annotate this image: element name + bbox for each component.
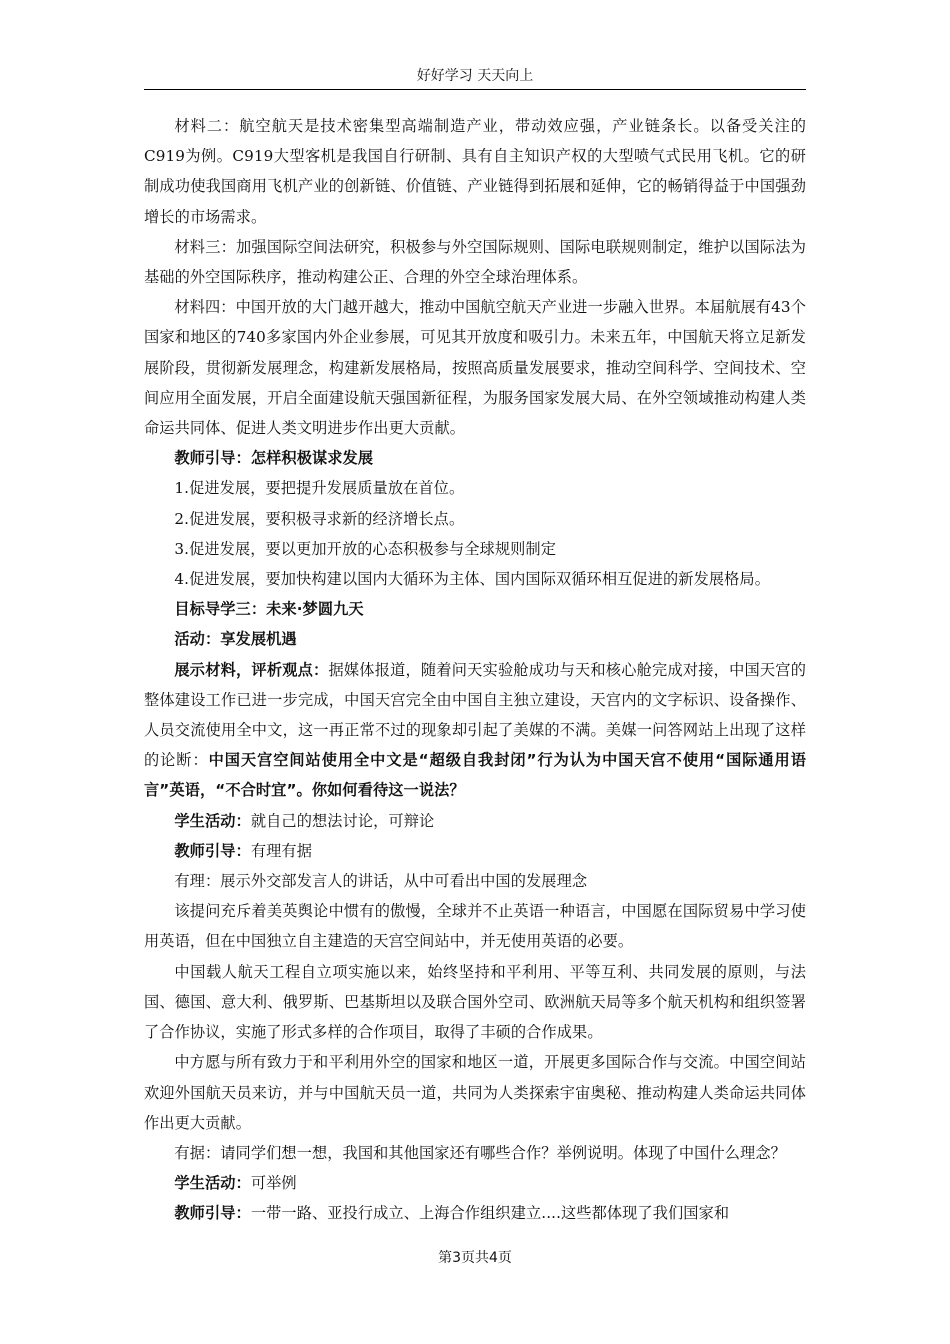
evidence-paragraph: 有据：请同学们想一想，我国和其他国家还有哪些合作？举例说明。体现了中国什么理念？ xyxy=(174,1143,786,1162)
material-four-paragraph: 材料四：中国开放的大门越开越大，推动中国航空航天产业进一步融入世界。本届航展有43个国家和地区的740多家国内外企业参展，可见其开放度和吸引力。未来五年，中国航天将立足新发展阶段，贯彻新发展理念，构建新发展格局，按照高质量发展要求，推动空间科学、空间技术、空间应用全面发展，开启全面建设航天强国新征程，为服务国家发展大局、在外空领域推动构建人类命运共同体、促进人类文明进步作出更大贡献。 xyxy=(144,298,806,438)
teacher-guide-text-2: 一带一路、亚投行成立、上海合作组织建立....这些都体现了我们国家和 xyxy=(250,1204,730,1223)
student-activity-paragraph xyxy=(144,806,806,836)
teacher-guide-label: 教师引导： xyxy=(174,841,251,860)
teacher-guide-label-2: 教师引导： xyxy=(174,1204,251,1223)
teacher-guide-paragraph-2 xyxy=(144,1198,806,1228)
page-header: 好好学习 天天向上 xyxy=(416,68,534,84)
student-activity-label: 学生活动： xyxy=(174,811,251,830)
student-activity-label-2: 学生活动： xyxy=(174,1174,251,1193)
willingness-paragraph: 中方愿与所有致力于和平利用外空的国家和地区一道，开展更多国际合作与交流。中国空间站欢迎外国航天员来访，并与中国航天员一道，共同为人类探索宇宙奥秘、推动构建人类命运共同体作出更大贡献。 xyxy=(144,1053,806,1132)
page-footer: 第3页共4页 xyxy=(438,1250,512,1266)
student-activity-text: 就自己的想法讨论，可辩论 xyxy=(250,811,435,830)
activity-heading: 活动：享发展机遇 xyxy=(174,630,297,649)
list-item-3: 3.促进发展，要以更加开放的心态积极参与全球规则制定 xyxy=(174,539,556,558)
show-material-label: 展示材料，评析观点： xyxy=(174,660,329,679)
show-material-quote: 中国天宫空间站使用全中文是“超级自我封闭”行为认为中国天宫不使用“国际通用语言”英语，“不合时宜”。你如何看待这一说法？ xyxy=(144,751,806,800)
header-rule xyxy=(144,89,806,90)
reason-paragraph: 有理：展示外交部发言人的讲话，从中可看出中国的发展理念 xyxy=(174,872,588,891)
list-item-1: 1.促进发展，要把提升发展质量放在首位。 xyxy=(174,479,465,498)
list-item-2: 2.促进发展，要积极寻求新的经济增长点。 xyxy=(174,509,465,528)
material-three-paragraph: 材料三：加强国际空间法研究，积极参与外空国际规则、国际电联规则制定，维护以国际法为基础的外空国际秩序，推动构建公正、合理的外空全球治理体系。 xyxy=(144,237,806,287)
cooperation-paragraph: 中国载人航天工程自立项实施以来，始终坚持和平利用、平等互利、共同发展的原则，与法国、德国、意大利、俄罗斯、巴基斯坦以及联合国外空司、欧洲航天局等多个航天机构和组织签署了合作协议，实施了形式多样的合作项目，取得了丰硕的合作成果。 xyxy=(144,962,806,1042)
show-material-text: 据媒体报道，随着问天实验舱成功与天和核心舱完成对接，中国天宫的整体建设工作已进一步完成，中国天宫完全由中国自主独立建设，天宫内的文字标识、设备操作、人员交流使用全中文，这一再正常不过的现象却引起了美媒的不满。美媒一问答网站上出现了这样的论断： xyxy=(144,660,806,770)
goal-three-heading: 目标导学三：未来·梦圆九天 xyxy=(174,600,364,619)
arrogance-paragraph: 该提问充斥着美英舆论中惯有的傲慢，全球并不止英语一种语言，中国愿在国际贸易中学习使用英语，但在中国独立自主建造的天宫空间站中，并无使用英语的必要。 xyxy=(144,902,806,951)
teacher-guide-text: 有理有据 xyxy=(250,841,312,860)
show-material-paragraph xyxy=(144,655,806,806)
list-item-4: 4.促进发展，要加快构建以国内大循环为主体、国内国际双循环相互促进的新发展格局。 xyxy=(174,570,771,589)
material-two-paragraph: 材料二：航空航天是技术密集型高端制造产业，带动效应强，产业链条长。以备受关注的C919为例。C919大型客机是我国自行研制、具有自主知识产权的大型喷气式民用飞机。它的研制成功使我国商用飞机产业的创新链、价值链、产业链得到拓展和延伸，它的畅销得益于中国强劲增长的市场需求。 xyxy=(144,117,806,226)
document-body xyxy=(144,111,806,1229)
student-activity-text-2: 可举例 xyxy=(250,1174,297,1193)
teacher-guide-paragraph xyxy=(144,836,806,866)
teacher-guide-heading: 教师引导：怎样积极谋求发展 xyxy=(174,449,374,468)
student-activity-paragraph-2 xyxy=(144,1168,806,1198)
